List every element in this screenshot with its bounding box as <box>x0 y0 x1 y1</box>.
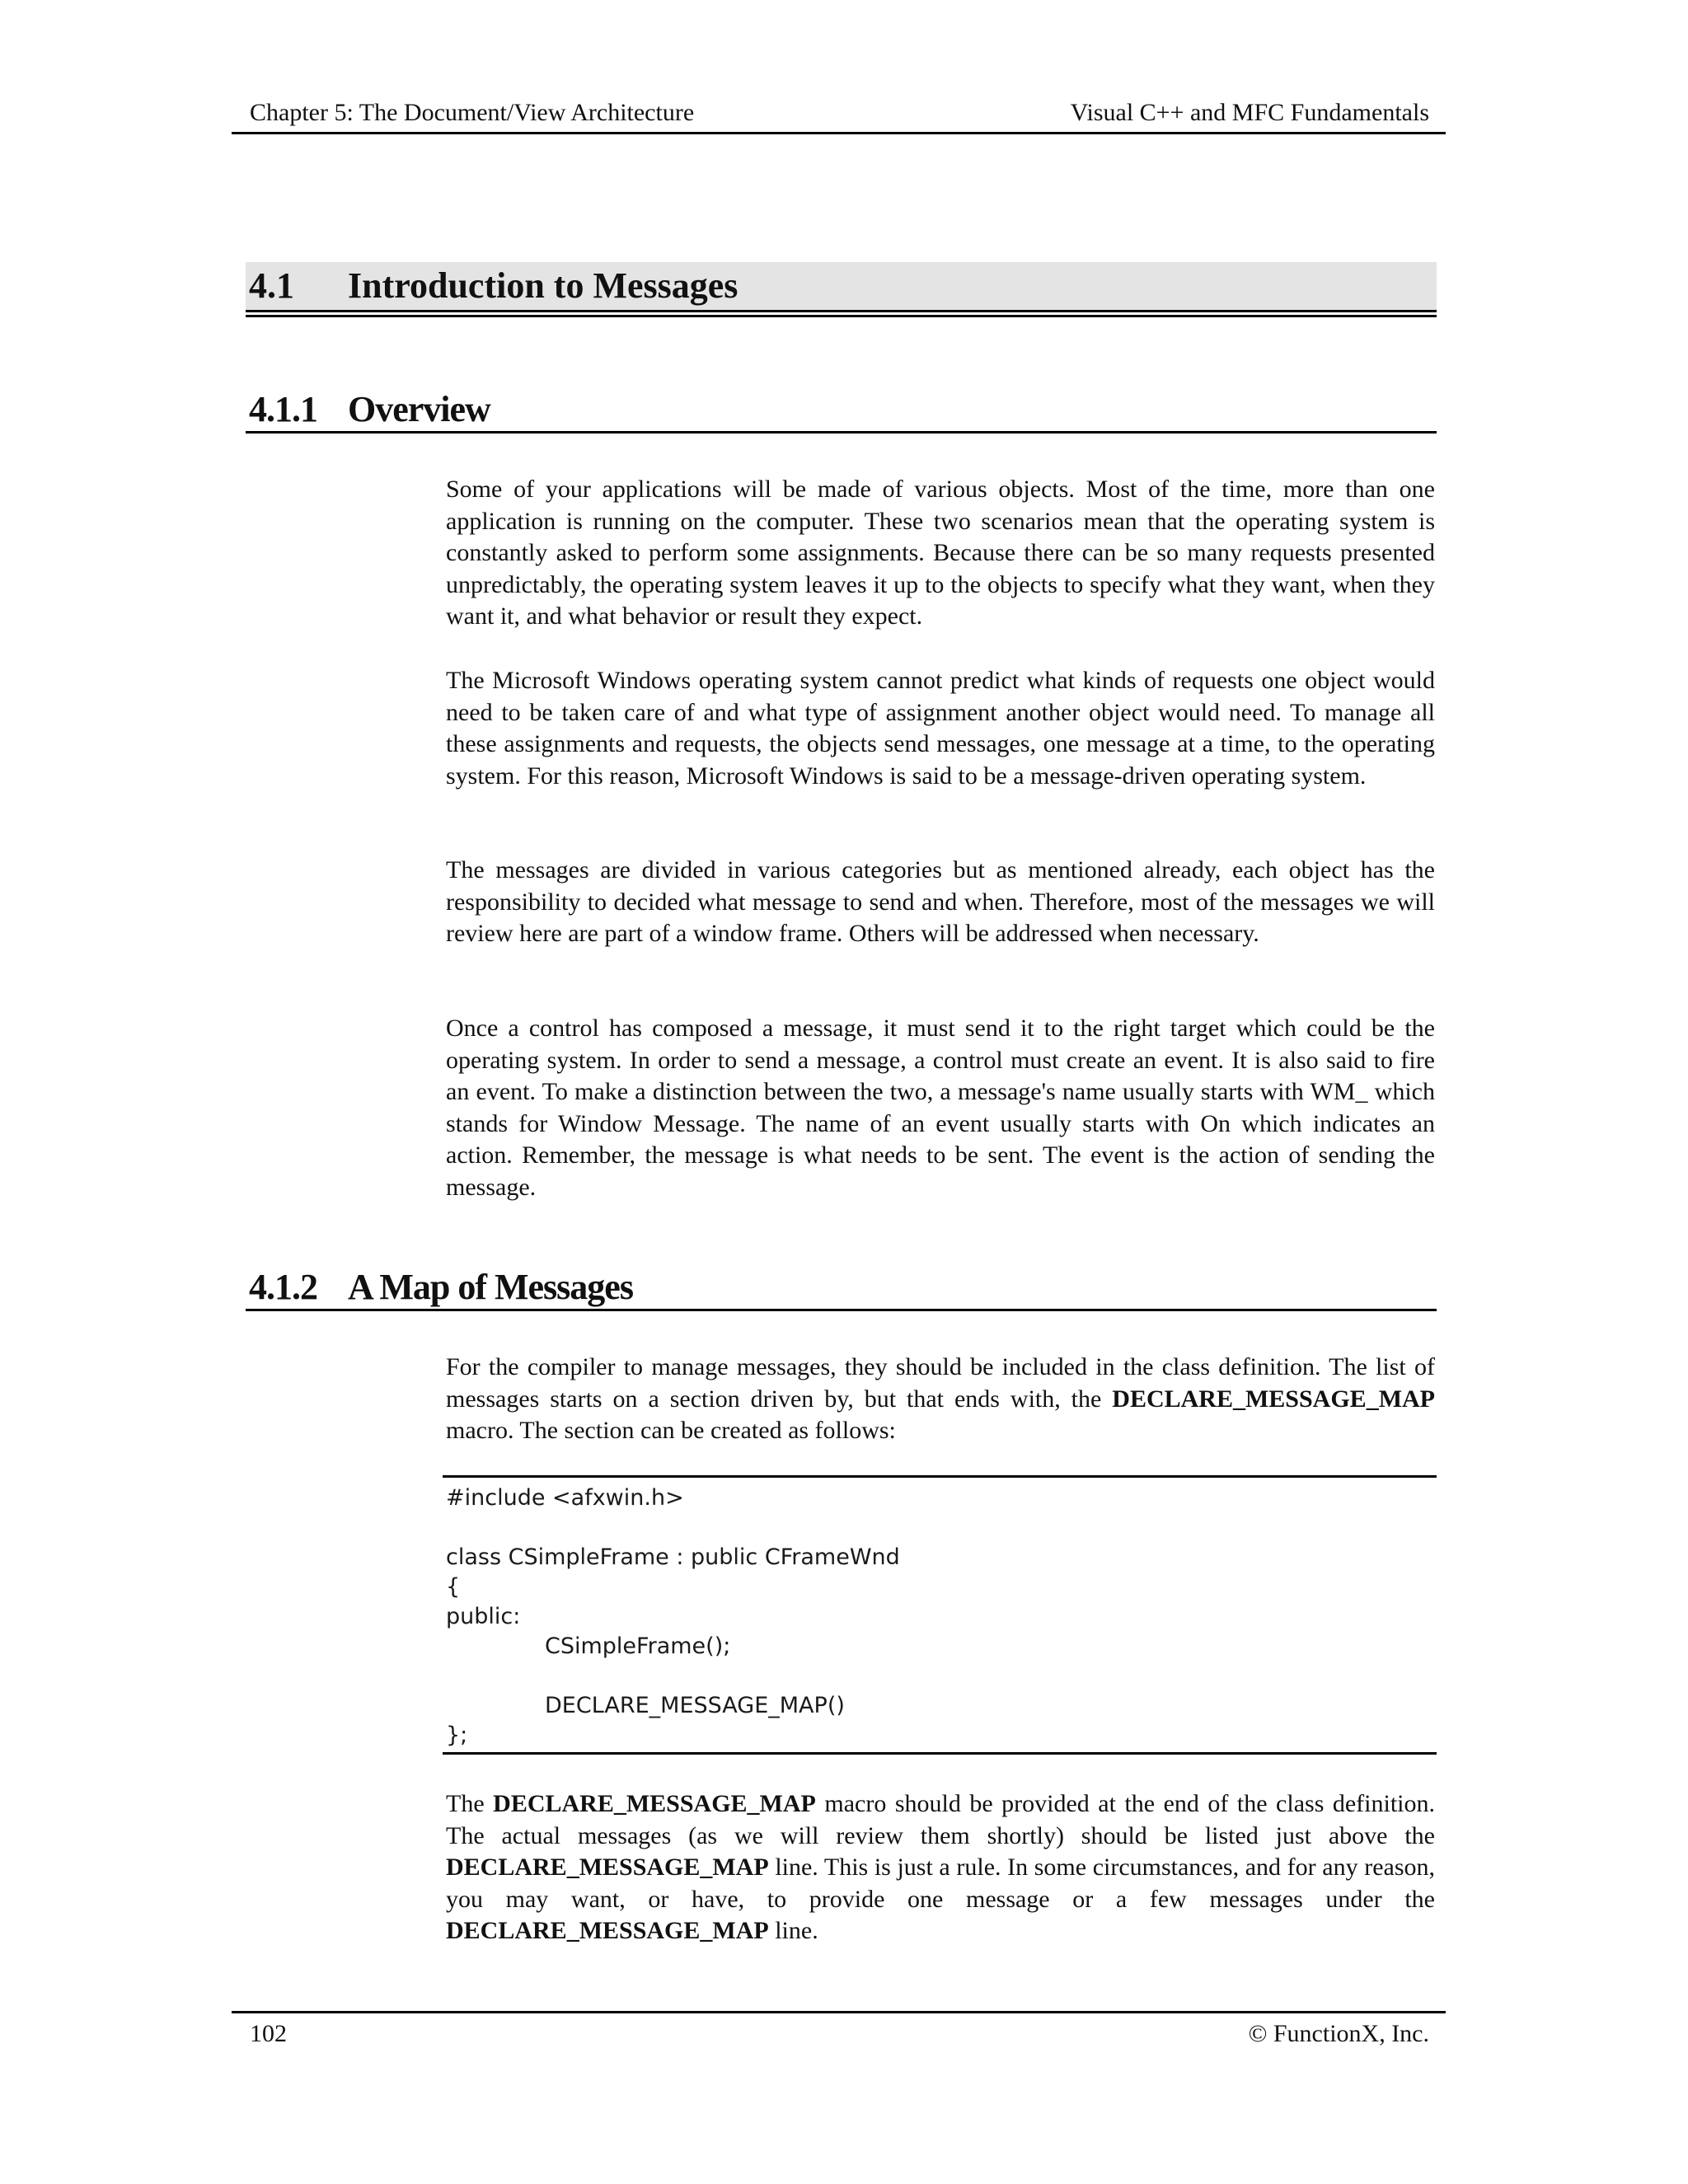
subsection-number: 4.1.2 <box>249 1267 317 1307</box>
copyright-notice: © FunctionX, Inc. <box>1248 2020 1429 2047</box>
paragraph-overview-3: The messages are divided in various categories but as mentioned already, each object has the responsibility to decided what message to send and when. Therefore, most of the messages we will review here are part of a window frame. Others will be addressed when necessary. <box>446 856 1435 947</box>
code-listing <box>446 1483 1435 1750</box>
running-header <box>232 97 1446 134</box>
subsection-number: 4.1.1 <box>249 389 317 429</box>
section-heading <box>246 262 1437 310</box>
paragraph-overview-1: Some of your applications will be made of various objects. Most of the time, more than one application is running on the computer. These two scenarios mean that the operating system is constantly asked to perform some assignments. Because there can be so many requests presented unpredictably, the operating system leaves it up to the objects to specify what they want, when they want it, and what behavior or result they expect. <box>446 476 1435 630</box>
bold-macro-name: DECLARE_MESSAGE_MAP <box>493 1790 816 1817</box>
header-chapter-title: Chapter 5: The Document/View Architecture <box>250 99 695 126</box>
section-number: 4.1 <box>249 265 294 306</box>
paragraph-overview-4: Once a control has composed a message, it must send it to the right target which could be the operating system. In order to send a message, a control must create an event. It is also said to fire an event. To make a distinction between the two, a message's name usually starts with WM_ which stands for Window Message. The name of an event usually starts with On which indicates an action. Remember, the message is what needs to be sent. The event is the action of sending the message. <box>446 1015 1435 1201</box>
code-line: class CSimpleFrame : public CFrameWnd <box>446 1544 900 1570</box>
section-rule-bottom <box>246 315 1437 317</box>
text-run: macro should be provided at the end of the class definition. The actual messages (as we will review them shortly) should be listed just above the <box>446 1790 1436 1849</box>
page-footer <box>232 2011 1446 2047</box>
code-line: { <box>446 1574 461 1600</box>
code-line: DECLARE_MESSAGE_MAP() <box>545 1693 845 1718</box>
text-run: line. This is just a rule. In some circumstances, and for any reason, you may want, or have, to provide one message or a few messages under the <box>446 1854 1435 1913</box>
subsection-heading-overview <box>246 383 1437 434</box>
section-title: Introduction to Messages <box>348 265 738 306</box>
text-run: macro. The section can be created as follows: <box>446 1417 896 1444</box>
text-run: For the compiler to manage messages, they should be included in the class definition. The list of messages starts on a section driven by, but that ends with, the <box>446 1353 1435 1413</box>
paragraph-map-rule <box>446 1788 1435 1947</box>
code-blank-line <box>446 1661 1435 1691</box>
code-line: CSimpleFrame(); <box>545 1633 731 1659</box>
subsection-title: A Map of Messages <box>348 1267 633 1307</box>
bold-macro-name: DECLARE_MESSAGE_MAP <box>446 1917 769 1944</box>
code-line: #include <afxwin.h> <box>446 1485 684 1511</box>
subsection-heading-map <box>246 1261 1437 1311</box>
paragraph-map-intro <box>446 1352 1435 1447</box>
text-run: line. <box>768 1917 818 1944</box>
subsection-title: Overview <box>348 389 490 429</box>
code-line: public: <box>446 1604 521 1629</box>
code-rule-top <box>443 1475 1437 1478</box>
header-book-title: Visual C++ and MFC Fundamentals <box>1070 99 1429 126</box>
page-number: 102 <box>250 2020 287 2047</box>
code-rule-bottom <box>443 1752 1437 1755</box>
paragraph-overview-2: The Microsoft Windows operating system cannot predict what kinds of requests one object would need to be taken care of and what type of assignment another object would need. To manage all these assignments and requests, the objects send messages, one message at a time, to the operating system. For this reason, Microsoft Windows is said to be a message-driven operating system. <box>446 667 1435 790</box>
section-rule-top <box>246 310 1437 312</box>
bold-macro-name: DECLARE_MESSAGE_MAP <box>446 1854 769 1881</box>
code-line: }; <box>446 1722 468 1748</box>
text-run: The <box>446 1790 494 1817</box>
code-blank-line <box>446 1513 1435 1543</box>
bold-macro-name: DECLARE_MESSAGE_MAP <box>1112 1385 1435 1413</box>
